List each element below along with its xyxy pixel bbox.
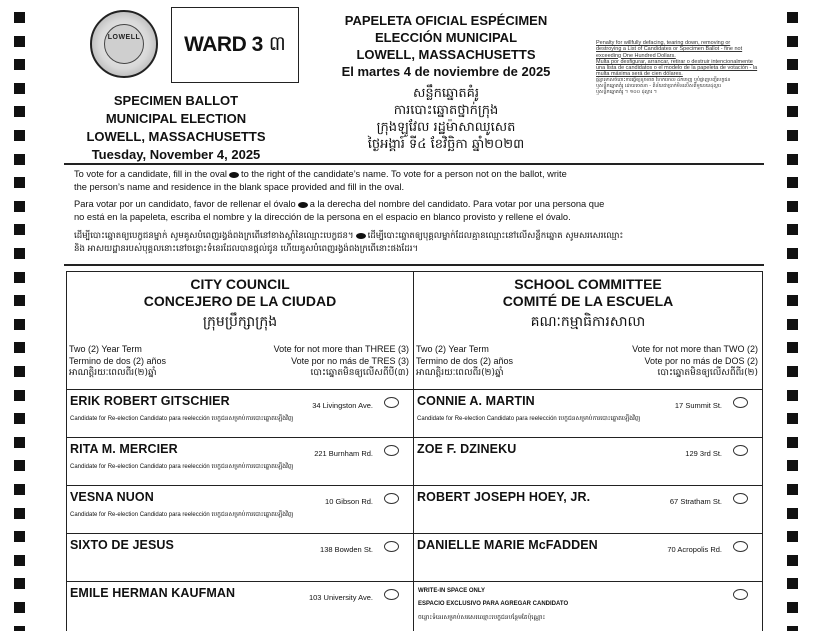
reelection-note: Candidate for Re-election Candidato para reelección bbox=[70, 512, 210, 518]
term-spanish: Termino de dos (2) años bbox=[416, 356, 514, 366]
timing-mark bbox=[14, 106, 25, 117]
timing-mark bbox=[14, 248, 25, 259]
candidate-name: RITA M. MERCIER bbox=[70, 442, 178, 456]
spanish-title-line: ELECCIÓN MUNICIPAL bbox=[374, 30, 518, 45]
candidate-row bbox=[67, 437, 413, 485]
timing-mark bbox=[14, 272, 25, 283]
timing-mark bbox=[787, 272, 798, 283]
ward-label-khmer: ៣ bbox=[268, 31, 286, 55]
penalty-line: Penalty for willfully defacing, tearing down, removing or bbox=[596, 40, 731, 46]
penalty-line-khmer: ឬសន្លឹកឆ្នោតគំរូ ។ ១០០ ដុល្លារ ។ bbox=[596, 90, 657, 96]
seal-center bbox=[104, 24, 144, 64]
candidate-name: DANIELLE MARIE McFADDEN bbox=[417, 538, 598, 552]
penalty-notice bbox=[596, 40, 771, 97]
candidate-address: 103 University Ave. bbox=[308, 593, 373, 602]
reelection-note-khmer: បេក្ខជនសម្រាប់ការបោះឆ្នោតឡើងវិញ bbox=[211, 511, 294, 518]
timing-mark bbox=[14, 59, 25, 70]
penalty-line-khmer: ឬសន្លឹកឆ្នោតគំរូ ដោយចេតនា - ពិន័យជាប្រាក់មិនលើសពីមួយរយដុល្លារ bbox=[596, 84, 721, 90]
penalty-line: multa máxima será de cien dólares. bbox=[596, 71, 683, 78]
timing-mark bbox=[787, 508, 798, 519]
vote-oval[interactable] bbox=[733, 493, 748, 504]
instruction-text: Para votar por un candidato, favor de rellenar el óvalo bbox=[74, 199, 296, 209]
instructions-english bbox=[74, 168, 764, 194]
timing-mark bbox=[14, 295, 25, 306]
timing-marks-right bbox=[787, 0, 799, 631]
penalty-line: una lista de candidatos o el modelo de la papeleta de votación - la bbox=[596, 65, 758, 72]
timing-mark bbox=[14, 626, 25, 631]
city-council-contest bbox=[66, 271, 414, 631]
candidate-name: CONNIE A. MARTIN bbox=[417, 394, 535, 408]
candidate-name: ROBERT JOSEPH HOEY, JR. bbox=[417, 490, 591, 504]
vote-limit bbox=[274, 343, 409, 379]
vote-limit bbox=[632, 343, 758, 379]
timing-mark bbox=[14, 555, 25, 566]
english-title-line: SPECIMEN BALLOT bbox=[113, 93, 239, 108]
candidate-note bbox=[70, 462, 294, 471]
candidate-name: EMILE HERMAN KAUFMAN bbox=[70, 586, 236, 600]
instructions-divider bbox=[64, 264, 764, 266]
timing-mark bbox=[787, 12, 798, 23]
instruction-text: no está en la papeleta, escriba el nombre y la dirección de la persona en el espacio en blanco provisto y rellene el óvalo. bbox=[74, 212, 571, 222]
candidate-row bbox=[67, 533, 413, 581]
contest-title-khmer: គណៈកម្មាធិការសាលា bbox=[530, 314, 646, 330]
timing-mark bbox=[787, 106, 798, 117]
instructions-spanish bbox=[74, 198, 764, 224]
timing-marks-left bbox=[14, 0, 26, 631]
candidate-address: 10 Gibson Rd. bbox=[325, 497, 373, 506]
timing-mark bbox=[787, 602, 798, 613]
write-in-label-khmer: ចន្លោះទំនេរសម្រាប់សរសេរឈ្មោះបេក្ខជនបន្ថែមតែប៉ុណ្ណោះ bbox=[418, 614, 546, 621]
timing-mark bbox=[787, 413, 798, 424]
timing-mark bbox=[787, 59, 798, 70]
timing-mark bbox=[787, 177, 798, 188]
ward-label: WARD 3 bbox=[184, 33, 263, 56]
timing-mark bbox=[14, 12, 25, 23]
timing-mark bbox=[14, 508, 25, 519]
timing-mark bbox=[787, 36, 798, 47]
timing-mark bbox=[14, 319, 25, 330]
vote-limit-khmer: បោះឆ្នោតមិនឲ្យលើសពីបី(៣) bbox=[310, 368, 409, 378]
candidate-note bbox=[417, 414, 641, 423]
timing-mark bbox=[14, 224, 25, 235]
ward-box bbox=[171, 7, 299, 83]
timing-mark bbox=[787, 295, 798, 306]
instruction-text: ដើម្បីបោះឆ្នោតឲ្យបុគ្គលម្នាក់ដែលគ្មានឈ្មោះនៅលើសន្លឹកឆ្នោត សូមសរសេរឈ្មោះ bbox=[367, 231, 624, 241]
candidate-address: 67 Stratham St. bbox=[669, 497, 722, 506]
khmer-title bbox=[322, 85, 570, 153]
candidate-name: SIXTO DE JESUS bbox=[70, 538, 174, 552]
english-title-line: Tuesday, November 4, 2025 bbox=[91, 147, 261, 162]
khmer-title-line: សន្លឹកឆ្នោតគំរូ bbox=[412, 86, 479, 101]
seal-text: LOWELL bbox=[107, 34, 141, 41]
instruction-text: To vote for a candidate, fill in the oval bbox=[74, 169, 227, 179]
timing-mark bbox=[787, 366, 798, 377]
timing-mark bbox=[14, 130, 25, 141]
candidate-name: ZOE F. DZINEKU bbox=[417, 442, 517, 456]
term-khmer: អាណត្តិរយៈពេលពីរ(២)ឆ្នាំ bbox=[69, 368, 157, 378]
timing-mark bbox=[14, 578, 25, 589]
timing-mark bbox=[787, 555, 798, 566]
timing-mark bbox=[14, 437, 25, 448]
vote-oval[interactable] bbox=[384, 493, 399, 504]
timing-mark bbox=[14, 484, 25, 495]
spanish-title bbox=[322, 12, 570, 80]
candidate-row bbox=[67, 485, 413, 533]
write-in-row bbox=[414, 581, 762, 629]
write-in-label-spanish: ESPACIO EXCLUSIVO PARA AGREGAR CANDIDATO bbox=[418, 601, 569, 607]
timing-mark bbox=[787, 484, 798, 495]
school-committee-contest bbox=[413, 271, 763, 631]
timing-mark bbox=[787, 248, 798, 259]
vote-oval[interactable] bbox=[733, 445, 748, 456]
vote-limit-khmer: បោះឆ្នោតមិនឲ្យលើសពីពីរ(២) bbox=[657, 368, 758, 378]
timing-mark bbox=[787, 460, 798, 471]
term-english: Two (2) Year Term bbox=[69, 344, 142, 354]
term-khmer: អាណត្តិរយៈពេលពីរ(២)ឆ្នាំ bbox=[416, 368, 504, 378]
candidate-name: ERIK ROBERT GITSCHIER bbox=[70, 394, 230, 408]
timing-mark bbox=[14, 177, 25, 188]
spanish-title-line: El martes 4 de noviembre de 2025 bbox=[341, 64, 551, 79]
candidate-note bbox=[70, 510, 294, 519]
timing-mark bbox=[787, 224, 798, 235]
vote-limit-spanish: Vote por no más de DOS (2) bbox=[644, 356, 758, 366]
contest-title-khmer: ក្រុមប្រឹក្សាក្រុង bbox=[202, 314, 278, 330]
reelection-note: Candidate for Re-election Candidato para reelección bbox=[70, 464, 210, 470]
vote-oval[interactable] bbox=[384, 397, 399, 408]
term-spanish: Termino de dos (2) años bbox=[69, 356, 167, 366]
timing-mark bbox=[14, 366, 25, 377]
reelection-note-khmer: បេក្ខជនសម្រាប់ការបោះឆ្នោតឡើងវិញ bbox=[211, 463, 294, 470]
contest-header bbox=[67, 276, 413, 332]
vote-oval[interactable] bbox=[733, 541, 748, 552]
timing-mark bbox=[787, 578, 798, 589]
city-seal-icon bbox=[90, 10, 158, 78]
timing-mark bbox=[787, 531, 798, 542]
timing-mark bbox=[14, 342, 25, 353]
timing-mark bbox=[14, 390, 25, 401]
english-title-line: LOWELL, MASSACHUSETTS bbox=[86, 129, 266, 144]
timing-mark bbox=[14, 36, 25, 47]
candidate-row bbox=[67, 581, 413, 629]
khmer-title-line: ថ្ងៃអង្គារ៍ ទី៤ ខែវិច្ឆិកា ឆ្នាំ២០២៣ bbox=[367, 137, 525, 152]
timing-mark bbox=[14, 83, 25, 94]
write-in-label: WRITE-IN SPACE ONLY bbox=[418, 588, 486, 594]
candidate-row bbox=[414, 485, 762, 533]
contest-title: SCHOOL COMMITTEE bbox=[514, 276, 662, 292]
candidate-address: 34 Livingston Ave. bbox=[312, 401, 373, 410]
term-info bbox=[69, 343, 166, 379]
instruction-text: a la derecha del nombre del candidato. Para votar por una persona que bbox=[309, 199, 605, 209]
term-english: Two (2) Year Term bbox=[416, 344, 489, 354]
english-title bbox=[66, 92, 286, 164]
reelection-note-khmer: បេក្ខជនសម្រាប់ការបោះឆ្នោតឡើងវិញ bbox=[558, 415, 641, 422]
contest-title: CITY COUNCIL bbox=[190, 276, 290, 292]
vote-limit-english: Vote for not more than THREE (3) bbox=[273, 344, 409, 354]
candidate-row bbox=[414, 533, 762, 581]
vote-limit-spanish: Vote por no más de TRES (3) bbox=[291, 356, 409, 366]
timing-mark bbox=[14, 531, 25, 542]
filled-oval-icon bbox=[356, 233, 366, 239]
candidate-row bbox=[414, 437, 762, 485]
contest-title-spanish: CONCEJERO DE LA CIUDAD bbox=[143, 293, 337, 309]
vote-oval[interactable] bbox=[384, 445, 399, 456]
filled-oval-icon bbox=[229, 172, 239, 178]
filled-oval-icon bbox=[298, 202, 308, 208]
candidate-row bbox=[67, 389, 413, 437]
penalty-line: Multa por desfigurar, arrancar, retirar o destruir intencionalmente bbox=[596, 58, 753, 65]
khmer-title-line: ក្រុងឡូវែល រដ្ឋម៉ាសាឈូសេត bbox=[376, 120, 516, 135]
timing-mark bbox=[787, 154, 798, 165]
penalty-line-khmer: ផ្ដន្ទាទោសចំពោះការធ្វើឲ្យខូចខាត ហែកចោល ដកចេញ ឬបំផ្លាញបញ្ជីបេក្ខជន bbox=[596, 77, 731, 83]
instruction-text: to the right of the candidate’s name. To vote for a person not on the ballot, write bbox=[240, 169, 567, 179]
contest-title-spanish: COMITÉ DE LA ESCUELA bbox=[502, 293, 674, 309]
penalty-line: exceeding One Hundred Dollars. bbox=[596, 52, 676, 59]
vote-limit-english: Vote for not more than TWO (2) bbox=[632, 344, 758, 354]
timing-mark bbox=[787, 319, 798, 330]
candidate-address: 129 3rd St. bbox=[685, 449, 722, 458]
candidate-name: VESNA NUON bbox=[70, 490, 154, 504]
timing-mark bbox=[787, 626, 798, 631]
vote-oval[interactable] bbox=[733, 397, 748, 408]
timing-mark bbox=[787, 390, 798, 401]
reelection-note: Candidate for Re-election Candidato para reelección bbox=[70, 416, 210, 422]
vote-oval[interactable] bbox=[733, 589, 748, 600]
candidate-address: 17 Summit St. bbox=[674, 401, 722, 410]
spanish-title-line: PAPELETA OFICIAL ESPÉCIMEN bbox=[344, 13, 548, 28]
header-divider bbox=[64, 163, 764, 165]
instruction-text: the person’s name and residence in the blank space provided and fill in the oval. bbox=[74, 182, 405, 192]
vote-oval[interactable] bbox=[384, 589, 399, 600]
instruction-text: ដើម្បីបោះឆ្នោតឲ្យបេក្ខជនម្នាក់ សូមគូសបំពេញរង្វង់ពងក្រពើនៅខាងស្ដាំនៃឈ្មោះបេក្ខជន។ bbox=[74, 231, 354, 241]
candidate-row bbox=[414, 389, 762, 437]
vote-oval[interactable] bbox=[384, 541, 399, 552]
english-title-line: MUNICIPAL ELECTION bbox=[105, 111, 247, 126]
instruction-text: និង អាសយដ្ឋានរបស់បុគ្គលនោះនៅចន្លោះទំនេរដែលបានផ្ដល់ជូន ហើយគូសបំពេញរង្វង់ពងក្រពើនោះផងដែរ។ bbox=[74, 244, 419, 254]
reelection-note: Candidate for Re-election Candidato para reelección bbox=[417, 416, 557, 422]
timing-mark bbox=[787, 83, 798, 94]
timing-mark bbox=[14, 201, 25, 212]
khmer-title-line: ការបោះឆ្នោតថ្នាក់ក្រុង bbox=[393, 103, 499, 118]
timing-mark bbox=[787, 201, 798, 212]
term-info bbox=[416, 343, 513, 379]
candidate-address: 70 Acropolis Rd. bbox=[667, 545, 722, 554]
instructions-khmer bbox=[74, 230, 764, 256]
candidate-note bbox=[70, 414, 294, 423]
timing-mark bbox=[787, 437, 798, 448]
candidate-address: 138 Bowden St. bbox=[320, 545, 373, 554]
timing-mark bbox=[14, 602, 25, 613]
timing-mark bbox=[787, 342, 798, 353]
timing-mark bbox=[14, 154, 25, 165]
timing-mark bbox=[14, 413, 25, 424]
timing-mark bbox=[787, 130, 798, 141]
reelection-note-khmer: បេក្ខជនសម្រាប់ការបោះឆ្នោតឡើងវិញ bbox=[211, 415, 294, 422]
timing-mark bbox=[14, 460, 25, 471]
candidate-address: 221 Burnham Rd. bbox=[314, 449, 373, 458]
penalty-line: destroying a List of Candidates or Specimen Ballot - fine not bbox=[596, 46, 743, 53]
spanish-title-line: LOWELL, MASSACHUSETTS bbox=[356, 47, 536, 62]
contest-header bbox=[414, 276, 762, 332]
